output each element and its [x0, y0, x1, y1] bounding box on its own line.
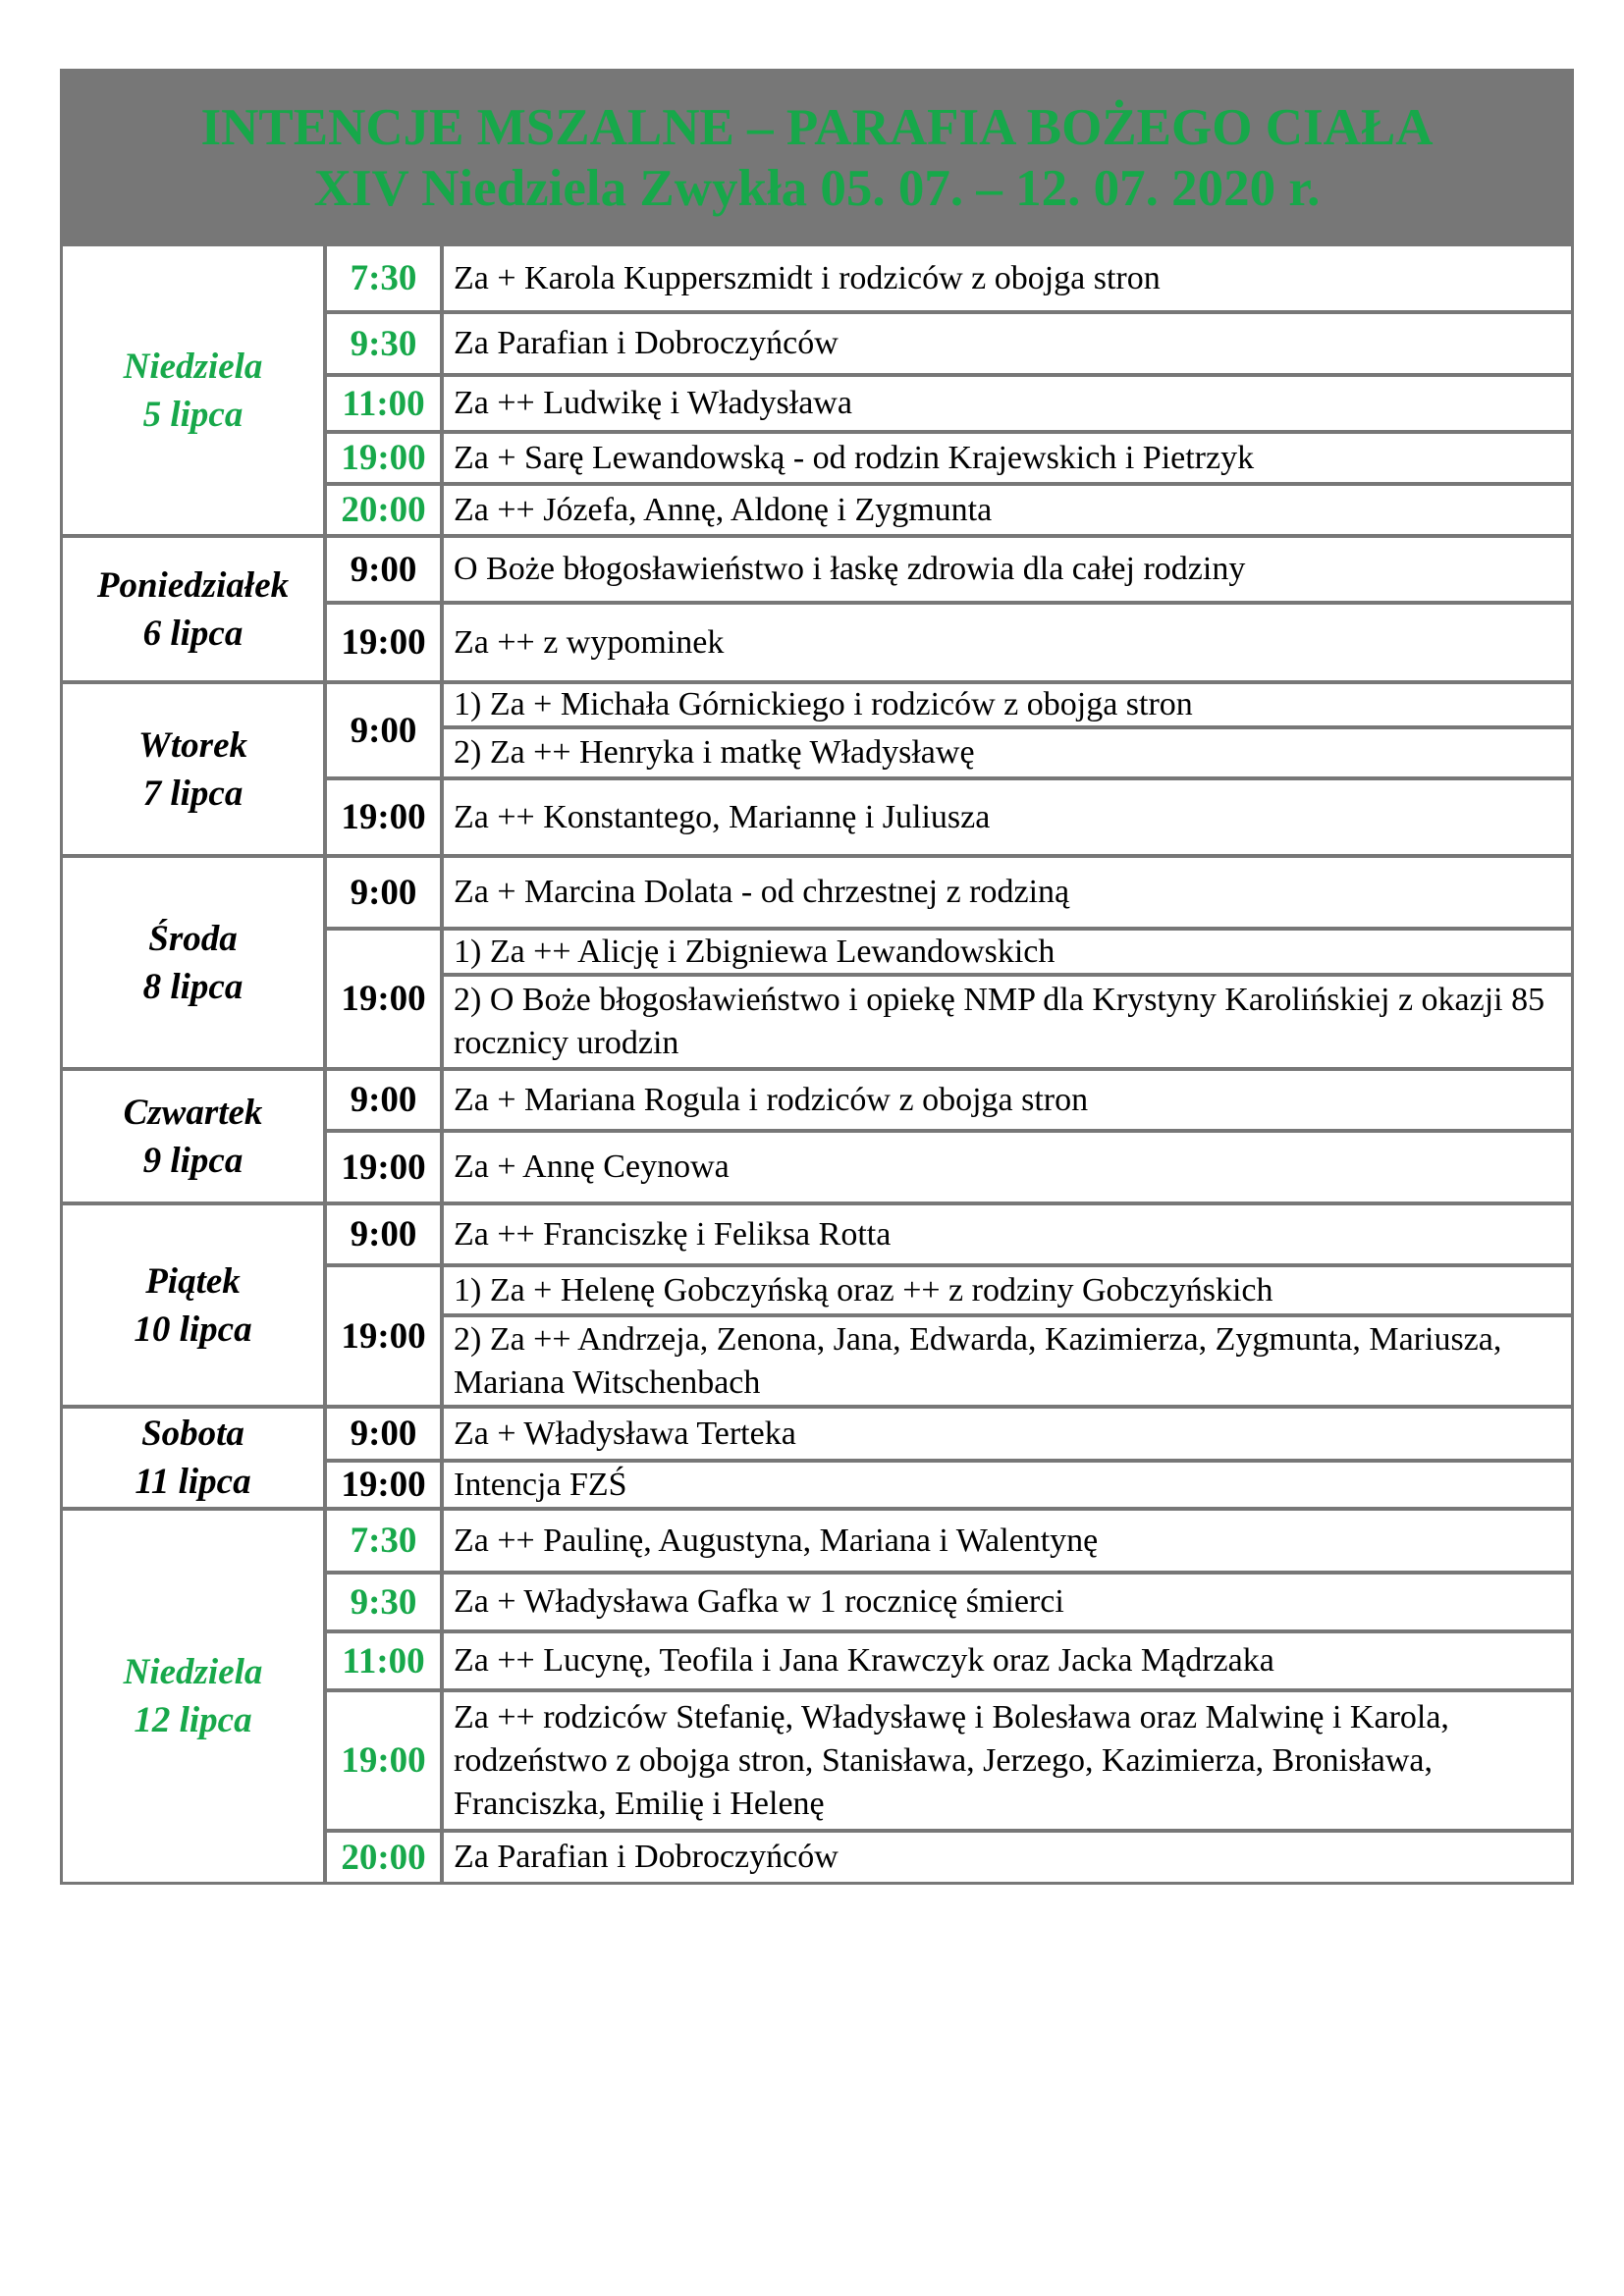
mass-time: 9:00 — [327, 538, 440, 601]
mass-intention: O Boże błogosławieństwo i łaskę zdrowia dla całej rodziny — [444, 538, 1571, 601]
mass-time: 19:00 — [327, 780, 440, 854]
mass-time: 9:00 — [327, 684, 440, 776]
mass-intention: Za ++ Lucynę, Teofila i Jana Krawczyk oraz Jacka Mądrzaka — [444, 1633, 1571, 1688]
day-name: Czwartek — [123, 1092, 263, 1133]
mass-time: 7:30 — [327, 246, 440, 310]
day-cell — [63, 1511, 323, 1882]
day-name: Piątek — [145, 1260, 241, 1302]
mass-intention: Za ++ rodziców Stefanię, Władysławę i Bolesława oraz Malwinę i Karola, rodzeństwo z obojga stron, Stanisława, Jerzego, Kazimierza, Bronisława, Franciszka, Emilię i Helenę — [444, 1692, 1571, 1829]
mass-time: 11:00 — [327, 377, 440, 430]
mass-time: 9:00 — [327, 1409, 440, 1459]
mass-time: 19:00 — [327, 1133, 440, 1201]
day-name: Niedziela — [123, 1652, 263, 1692]
mass-intention: Za + Marcina Dolata - od chrzestnej z rodziną — [444, 858, 1571, 927]
mass-time: 9:00 — [327, 1071, 440, 1129]
mass-intention: 1) Za + Michała Górnickiego i rodziców z obojga stron — [444, 684, 1571, 725]
mass-intention: 2) Za ++ Andrzeja, Zenona, Jana, Edwarda, Kazimierza, Zygmunta, Mariusza, Mariana Witschenbach — [444, 1317, 1571, 1405]
mass-intention: Za + Sarę Lewandowską - od rodzin Krajewskich i Pietrzyk — [444, 434, 1571, 482]
mass-time: 7:30 — [327, 1511, 440, 1571]
mass-intention: Za ++ Franciszkę i Feliksa Rotta — [444, 1205, 1571, 1263]
mass-intention: Za ++ Paulinę, Augustyna, Mariana i Walentynę — [444, 1511, 1571, 1571]
mass-intention: Za + Mariana Rogula i rodziców z obojga stron — [444, 1071, 1571, 1129]
mass-intention: Za + Władysława Terteka — [444, 1409, 1571, 1459]
day-date: 10 lipca — [134, 1308, 252, 1350]
mass-time: 11:00 — [327, 1633, 440, 1688]
mass-time: 19:00 — [327, 605, 440, 680]
day-cell — [63, 246, 323, 534]
day-name: Wtorek — [138, 724, 247, 766]
day-cell — [63, 684, 323, 854]
day-name: Poniedziałek — [96, 564, 290, 606]
mass-time: 20:00 — [327, 1833, 440, 1882]
mass-intention: Za Parafian i Dobroczyńców — [444, 314, 1571, 373]
day-cell — [63, 858, 323, 1067]
day-date: 6 lipca — [142, 613, 244, 654]
mass-time: 19:00 — [327, 931, 440, 1067]
mass-intention: 2) O Boże błogosławieństwo i opiekę NMP dla Krystyny Karolińskiej z okazji 85 rocznicy urodzin — [444, 977, 1571, 1067]
mass-intention: Za ++ z wypominek — [444, 605, 1571, 680]
mass-intention: Za + Władysława Gafka w 1 rocznicę śmierci — [444, 1575, 1571, 1629]
mass-intention: 2) Za ++ Henryka i matkę Władysławę — [444, 729, 1571, 776]
mass-time: 19:00 — [327, 1463, 440, 1507]
mass-intention: Intencja FZŚ — [444, 1463, 1571, 1507]
mass-time: 19:00 — [327, 1692, 440, 1829]
day-date: 9 lipca — [142, 1140, 244, 1181]
day-name: Środa — [148, 918, 238, 959]
title-line-2: XIV Niedziela Zwykła 05. 07. – 12. 07. 2020 r. — [313, 159, 1321, 217]
mass-time: 19:00 — [327, 434, 440, 482]
mass-time: 9:00 — [327, 858, 440, 927]
mass-intention: Za Parafian i Dobroczyńców — [444, 1833, 1571, 1882]
day-date: 11 lipca — [135, 1462, 251, 1502]
mass-time: 20:00 — [327, 486, 440, 534]
mass-intention: Za ++ Ludwikę i Władysława — [444, 377, 1571, 430]
day-cell — [63, 538, 323, 680]
mass-time: 9:30 — [327, 1575, 440, 1629]
mass-time: 9:00 — [327, 1205, 440, 1263]
mass-intention: Za + Annę Ceynowa — [444, 1133, 1571, 1201]
day-date: 5 lipca — [142, 394, 244, 435]
day-date: 12 lipca — [134, 1700, 252, 1740]
mass-intention: 1) Za ++ Alicję i Zbigniewa Lewandowskich — [444, 931, 1571, 973]
mass-time: 9:30 — [327, 314, 440, 373]
day-date: 8 lipca — [142, 966, 244, 1007]
mass-intention: 1) Za + Helenę Gobczyńską oraz ++ z rodziny Gobczyńskich — [444, 1267, 1571, 1313]
day-cell — [63, 1205, 323, 1405]
mass-intention: Za ++ Józefa, Annę, Aldonę i Zygmunta — [444, 486, 1571, 534]
mass-intention: Za + Karola Kupperszmidt i rodziców z obojga stron — [444, 246, 1571, 310]
page-title — [63, 72, 1571, 243]
day-name: Niedziela — [123, 346, 263, 387]
day-name: Sobota — [141, 1414, 244, 1454]
day-date: 7 lipca — [142, 773, 244, 814]
mass-time: 19:00 — [327, 1267, 440, 1405]
title-line-1: INTENCJE MSZALNE – PARAFIA BOŻEGO CIAŁA — [200, 98, 1434, 156]
mass-intention: Za ++ Konstantego, Mariannę i Juliusza — [444, 780, 1571, 854]
day-cell — [63, 1409, 323, 1507]
day-cell — [63, 1071, 323, 1201]
